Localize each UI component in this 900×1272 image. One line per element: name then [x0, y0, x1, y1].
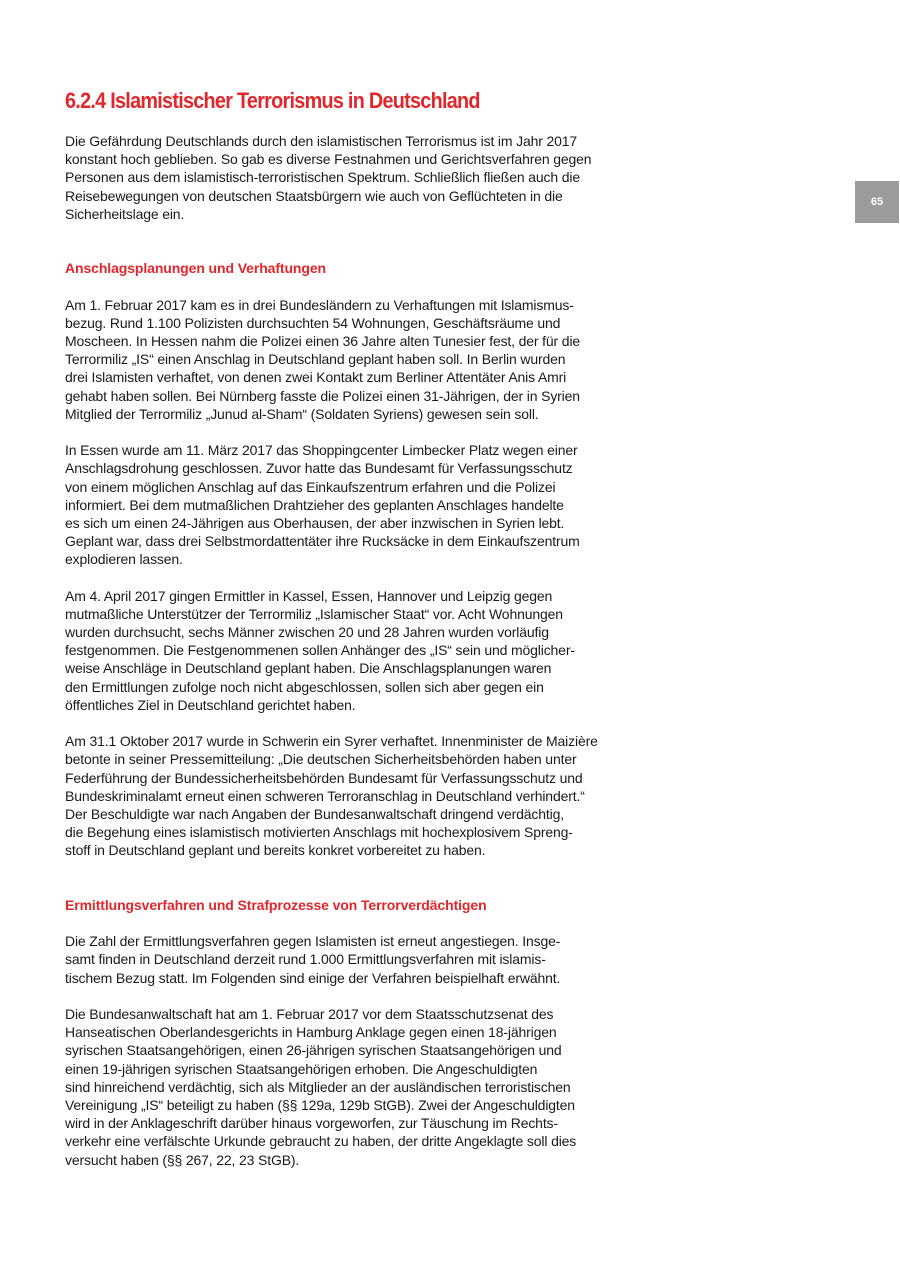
text-line: Sicherheitslage ein. — [65, 205, 185, 222]
text-line: explodieren lassen. — [65, 551, 183, 568]
text-line: sind hinreichend verdächtig, sich als Mitglieder an der ausländischen terroristischen — [65, 1078, 571, 1095]
text-line: Reisebewegungen von deutschen Staatsbürgern wie auch von Geflüchteten in die — [65, 187, 563, 204]
text-line: Bundeskriminalamt erneut einen schweren Terroranschlag in Deutschland verhindert.“ — [65, 787, 585, 804]
text-line: festgenommen. Die Festgenommenen sollen Anhänger des „IS“ sein und möglicher- — [65, 642, 575, 659]
page-number-tab — [855, 181, 899, 223]
text-line: Personen aus dem islamistisch-terroristischen Spektrum. Schließlich fließen auch die — [65, 169, 580, 186]
content-column — [65, 132, 625, 1169]
text-line: Mitglied der Terrormiliz „Junud al-Sham“ (Soldaten Syriens) gewesen sein soll. — [65, 405, 539, 422]
paragraph — [65, 296, 625, 423]
subsection-heading: Ermittlungsverfahren und Strafprozesse von Terrorverdächtigen — [65, 896, 487, 913]
text-line: Moscheen. In Hessen nahm die Polizei einen 36 Jahre alten Tunesier fest, der für die — [65, 333, 581, 350]
section-heading: 6.2.4 Islamistischer Terrorismus in Deutschland — [65, 88, 480, 113]
text-line: Am 1. Februar 2017 kam es in drei Bundesländern zu Verhaftungen mit Islamismus- — [65, 296, 574, 313]
text-line: Die Gefährdung Deutschlands durch den islamistischen Terrorismus ist im Jahr 2017 — [65, 133, 578, 149]
text-line: Anschlagsdrohung geschlossen. Zuvor hatte das Bundesamt für Verfassungsschutz — [65, 460, 573, 477]
text-line: öffentliches Ziel in Deutschland gerichtet haben. — [65, 696, 356, 713]
paragraph — [65, 932, 625, 987]
text-line: stoff in Deutschland geplant und bereits konkret vorbereitet zu haben. — [65, 842, 486, 859]
text-line: mutmaßliche Unterstützer der Terrormiliz „Islamischer Staat“ vor. Acht Wohnungen — [65, 605, 563, 622]
subsection-heading: Anschlagsplanungen und Verhaftungen — [65, 260, 326, 277]
text-line: wird in der Anklageschrift darüber hinaus vorgeworfen, zur Täuschung im Rechts- — [65, 1115, 558, 1132]
text-line: drei Islamisten verhaftet, von denen zwei Kontakt zum Berliner Attentäter Anis Amri — [65, 369, 567, 386]
text-line: den Ermittlungen zufolge noch nicht abgeschlossen, sollen sich aber gegen ein — [65, 678, 544, 695]
text-line: Die Bundesanwaltschaft hat am 1. Februar 2017 vor dem Staatsschutzsenat des — [65, 1006, 554, 1023]
text-line: Federführung der Bundessicherheitsbehörden Bundesamt für Verfassungsschutz und — [65, 769, 583, 786]
text-line: informiert. Bei dem mutmaßlichen Drahtzieher des geplanten Anschlages handelte — [65, 496, 564, 513]
text-line: einen 19-jährigen syrischen Staatsangehörigen erhoben. Die Angeschuldigten — [65, 1060, 538, 1077]
text-line: Vereinigung „IS“ beteiligt zu haben (§§ 129a, 129b StGB). Zwei der Angeschuldigten — [65, 1096, 575, 1113]
text-line: bezug. Rund 1.100 Polizisten durchsuchten 54 Wohnungen, Geschäftsräume und — [65, 314, 561, 331]
text-line: gehabt haben sollen. Bei Nürnberg fasste die Polizei einen 31-Jährigen, der in Syrien — [65, 387, 580, 404]
text-line: verkehr eine verfälschte Urkunde gebraucht zu haben, der dritte Angeklagte soll dies — [65, 1133, 577, 1150]
paragraph — [65, 587, 625, 714]
text-line: Hanseatischen Oberlandesgerichts in Hamburg Anklage gegen einen 18-jährigen — [65, 1024, 557, 1041]
intro-paragraph — [65, 132, 625, 223]
text-line: samt finden in Deutschland derzeit rund 1.000 Ermittlungsverfahren mit islamis- — [65, 951, 546, 968]
text-line: wurden durchsucht, sechs Männer zwischen 20 und 28 Jahren wurden vorläufig — [65, 624, 549, 641]
paragraph — [65, 1005, 625, 1169]
text-line: betonte in seiner Pressemitteilung: „Die deutschen Sicherheitsbehörden haben unter — [65, 751, 577, 768]
paragraph — [65, 441, 625, 568]
text-line: versucht haben (§§ 267, 22, 23 StGB). — [65, 1151, 300, 1168]
text-line: Terrormiliz „IS“ einen Anschlag in Deutschland geplant haben soll. In Berlin wurden — [65, 351, 566, 368]
text-line: die Begehung eines islamistisch motivierten Anschlags mit hochexplosivem Spreng- — [65, 824, 573, 841]
text-line: Geplant war, dass drei Selbstmordattentäter ihre Rucksäcke in dem Einkaufszentrum — [65, 533, 580, 550]
text-line: Die Zahl der Ermittlungsverfahren gegen Islamisten ist erneut angestiegen. Insge- — [65, 933, 561, 950]
text-line: syrischen Staatsangehörigen, einen 26-jährigen syrischen Staatsangehörigen und — [65, 1042, 562, 1059]
text-line: Am 31.1 Oktober 2017 wurde in Schwerin ein Syrer verhaftet. Innenminister de Maizière — [65, 733, 598, 750]
text-line: weise Anschläge in Deutschland geplant haben. Die Anschlagsplanungen waren — [65, 660, 552, 677]
page-number: 65 — [870, 196, 884, 208]
text-line: Am 4. April 2017 gingen Ermittler in Kassel, Essen, Hannover und Leipzig gegen — [65, 587, 553, 604]
text-line: es sich um einen 24-Jährigen aus Oberhausen, der aber inzwischen in Syrien lebt. — [65, 514, 565, 531]
text-line: In Essen wurde am 11. März 2017 das Shoppingcenter Limbecker Platz wegen einer — [65, 442, 578, 459]
text-line: Der Beschuldigte war nach Angaben der Bundesanwaltschaft dringend verdächtig, — [65, 805, 564, 822]
text-line: tischem Bezug statt. Im Folgenden sind einige der Verfahren beispielhaft erwähnt. — [65, 969, 561, 986]
text-line: von einem möglichen Anschlag auf das Einkaufszentrum erfahren und die Polizei — [65, 478, 556, 495]
paragraph — [65, 732, 625, 859]
text-line: konstant hoch geblieben. So gab es diverse Festnahmen und Gerichtsverfahren gegen — [65, 151, 592, 168]
